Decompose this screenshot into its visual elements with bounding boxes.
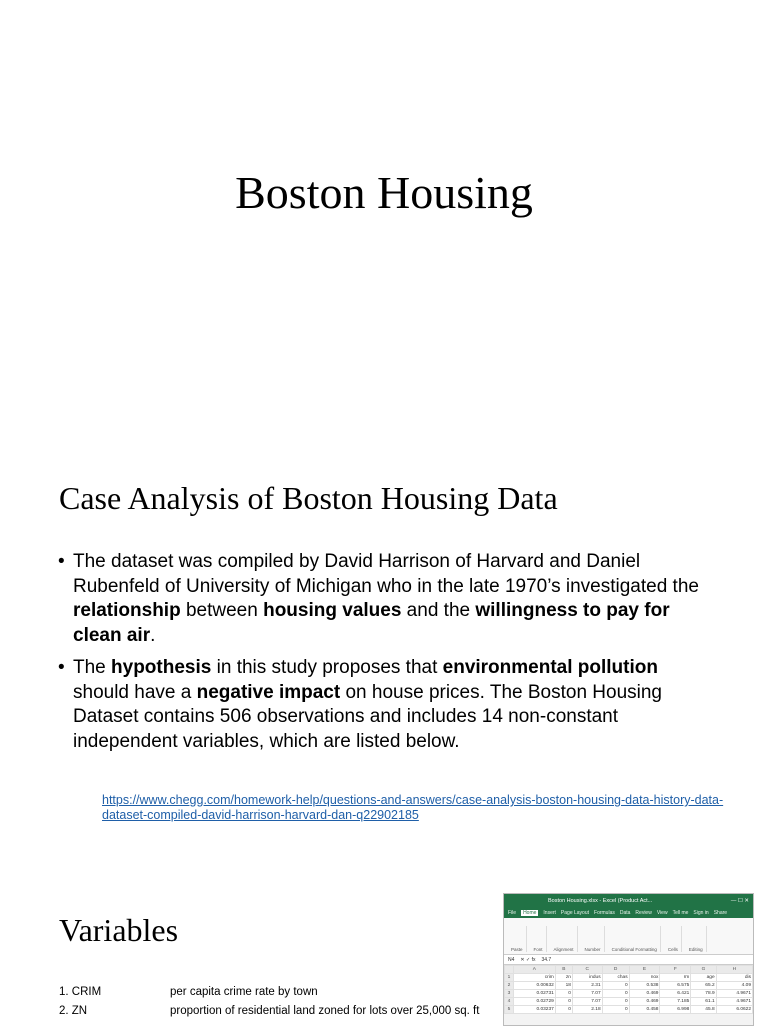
excel-tab[interactable]: Review xyxy=(635,910,652,916)
table-cell[interactable]: 6.421 xyxy=(660,990,691,998)
table-cell[interactable]: 0 xyxy=(602,982,629,990)
row-number: 5 xyxy=(505,1006,514,1014)
excel-grid xyxy=(504,965,753,1014)
case-analysis-title: Case Analysis of Boston Housing Data xyxy=(59,480,558,516)
ribbon-group[interactable]: Cells xyxy=(665,926,682,952)
excel-window-title: Boston Housing.xlsx - Excel (Product Act... xyxy=(548,898,653,904)
bullet-list xyxy=(58,550,718,762)
excel-tab[interactable]: View xyxy=(656,910,668,916)
table-cell[interactable]: 4.9671 xyxy=(716,998,752,1006)
table-cell[interactable]: age xyxy=(691,974,716,982)
table-cell[interactable]: D xyxy=(602,966,629,974)
bullet-text: on house prices. The Boston Housing Dataset contains 506 observations and includes 14 non-constant independent variables, which are listed below. xyxy=(73,681,662,752)
bullet-text: should have a xyxy=(73,681,197,703)
variable-row xyxy=(59,1004,479,1018)
row-number: 1 xyxy=(505,974,514,982)
table-cell[interactable]: chas xyxy=(602,974,629,982)
row-number: 2 xyxy=(505,982,514,990)
bullet-bold-text: relationship xyxy=(73,600,181,621)
table-row xyxy=(505,966,753,974)
table-cell[interactable]: 7.07 xyxy=(572,990,602,998)
table-cell[interactable]: rm xyxy=(660,974,691,982)
ribbon-group[interactable]: Editing xyxy=(686,926,707,952)
table-cell[interactable]: C xyxy=(572,966,602,974)
table-cell[interactable]: B xyxy=(555,966,572,974)
row-number: 3 xyxy=(505,990,514,998)
table-cell[interactable]: 0.469 xyxy=(629,998,660,1006)
excel-tab[interactable]: Page Layout xyxy=(560,910,590,916)
slide-1 xyxy=(0,0,768,440)
bullet-text: and the xyxy=(401,600,476,621)
table-cell[interactable]: 0 xyxy=(555,1006,572,1014)
ribbon-group[interactable]: Number xyxy=(582,926,605,952)
excel-ribbon xyxy=(504,918,753,955)
ribbon-group[interactable]: Conditional Formatting xyxy=(609,926,661,952)
table-cell[interactable]: 0.458 xyxy=(629,1006,660,1014)
table-cell[interactable]: crim xyxy=(514,974,556,982)
table-cell[interactable]: A xyxy=(514,966,556,974)
excel-tab[interactable]: Data xyxy=(619,910,631,916)
variable-number: 1. CRIM xyxy=(59,986,102,998)
table-cell[interactable]: 0.00632 xyxy=(514,982,556,990)
excel-tab[interactable]: Sign in xyxy=(693,910,709,916)
table-cell[interactable]: 4.9671 xyxy=(716,990,752,998)
bullet-text: The xyxy=(73,657,112,678)
bullet-bold-text: willingness to pay for clean air xyxy=(73,600,670,646)
source-link[interactable]: https://www.chegg.com/homework-help/questions-and-answers/case-analysis-boston-housing-data-history-data-dataset-compiled-david-harrison-harvard-dan-q22902185 xyxy=(102,793,724,822)
cell-reference: N4 xyxy=(508,956,515,963)
excel-tab[interactable]: File xyxy=(508,910,517,916)
row-number: 4 xyxy=(505,998,514,1006)
bullet-bold-text: hypothesis xyxy=(111,657,212,678)
table-cell[interactable]: nox xyxy=(629,974,660,982)
table-cell[interactable]: indus xyxy=(572,974,602,982)
excel-tab[interactable]: Insert xyxy=(543,910,556,916)
table-cell[interactable]: 18 xyxy=(555,982,572,990)
table-cell[interactable]: 7.185 xyxy=(660,998,691,1006)
table-cell[interactable]: 0.03237 xyxy=(514,1006,556,1014)
bullet-bold-text: environmental pollution xyxy=(442,657,658,678)
table-cell[interactable]: E xyxy=(629,966,660,974)
table-cell[interactable]: 0.02731 xyxy=(514,990,556,998)
table-cell[interactable]: 0.538 xyxy=(629,982,660,990)
table-cell[interactable]: 0 xyxy=(555,990,572,998)
table-cell[interactable]: 78.9 xyxy=(691,990,716,998)
table-cell[interactable]: 6.0622 xyxy=(716,1006,752,1014)
table-cell[interactable]: G xyxy=(691,966,716,974)
excel-ribbon-tabs xyxy=(504,908,753,918)
bullet-bold-text: negative impact xyxy=(196,681,341,703)
bullet-text: between xyxy=(180,600,264,621)
bullet-text: The dataset was compiled by David Harrison of Harvard and Daniel Rubenfeld of University of Michigan who in the late 1970’s investigated the xyxy=(73,551,699,597)
table-row xyxy=(505,1006,753,1014)
bullet-bold-text: housing values xyxy=(263,600,402,621)
table-cell[interactable]: 0 xyxy=(602,990,629,998)
excel-tab[interactable]: Formulas xyxy=(594,910,615,916)
bullet-text: in this study proposes that xyxy=(211,657,443,678)
table-cell[interactable]: 45.8 xyxy=(691,1006,716,1014)
table-row xyxy=(505,998,753,1006)
bullet-item xyxy=(58,550,718,648)
window-controls-icon: — ☐ ✕ xyxy=(730,898,749,904)
excel-tab[interactable]: Share xyxy=(713,910,728,916)
excel-tab[interactable]: Home xyxy=(523,910,537,916)
table-cell[interactable]: 6.575 xyxy=(660,982,691,990)
slide-title: Boston Housing xyxy=(235,167,533,218)
variable-description: per capita crime rate by town xyxy=(170,986,318,998)
ribbon-group[interactable]: Paste xyxy=(508,926,527,952)
table-row xyxy=(505,990,753,998)
table-cell[interactable]: 61.1 xyxy=(691,998,716,1006)
bullet-item xyxy=(58,656,718,754)
table-row xyxy=(505,982,753,990)
row-number xyxy=(505,966,514,974)
table-cell[interactable]: 0 xyxy=(602,1006,629,1014)
excel-formula-bar xyxy=(504,955,753,965)
table-cell[interactable]: 2.18 xyxy=(572,1006,602,1014)
table-cell[interactable]: H xyxy=(716,966,752,974)
table-cell[interactable]: zn xyxy=(555,974,572,982)
table-cell[interactable]: 0 xyxy=(555,998,572,1006)
excel-screenshot xyxy=(503,893,754,1026)
table-cell[interactable]: 0.02729 xyxy=(514,998,556,1006)
table-cell[interactable]: F xyxy=(660,966,691,974)
table-row xyxy=(505,974,753,982)
variable-number: 2. ZN xyxy=(59,1005,88,1017)
variables-title: Variables xyxy=(59,912,179,948)
ribbon-group[interactable]: Alignment xyxy=(551,926,578,952)
variable-row xyxy=(59,985,318,999)
excel-tab[interactable]: Tell me xyxy=(672,910,689,916)
variable-description: proportion of residential land zoned for lots over 25,000 sq. ft xyxy=(170,1005,480,1017)
fx-icon: ✕ ✓ fx xyxy=(520,956,536,963)
table-cell[interactable]: 65.2 xyxy=(691,982,716,990)
ribbon-group[interactable]: Font xyxy=(531,926,547,952)
table-cell[interactable]: 7.07 xyxy=(572,998,602,1006)
table-cell[interactable]: 2.31 xyxy=(572,982,602,990)
bullet-text: . xyxy=(150,624,156,646)
excel-title-bar xyxy=(504,894,753,908)
formula-value: 34.7 xyxy=(541,956,552,963)
table-cell[interactable]: 6.998 xyxy=(660,1006,691,1014)
table-cell[interactable]: 0 xyxy=(602,998,629,1006)
table-cell[interactable]: 4.09 xyxy=(716,982,752,990)
table-cell[interactable]: dis xyxy=(716,974,752,982)
table-cell[interactable]: 0.469 xyxy=(629,990,660,998)
